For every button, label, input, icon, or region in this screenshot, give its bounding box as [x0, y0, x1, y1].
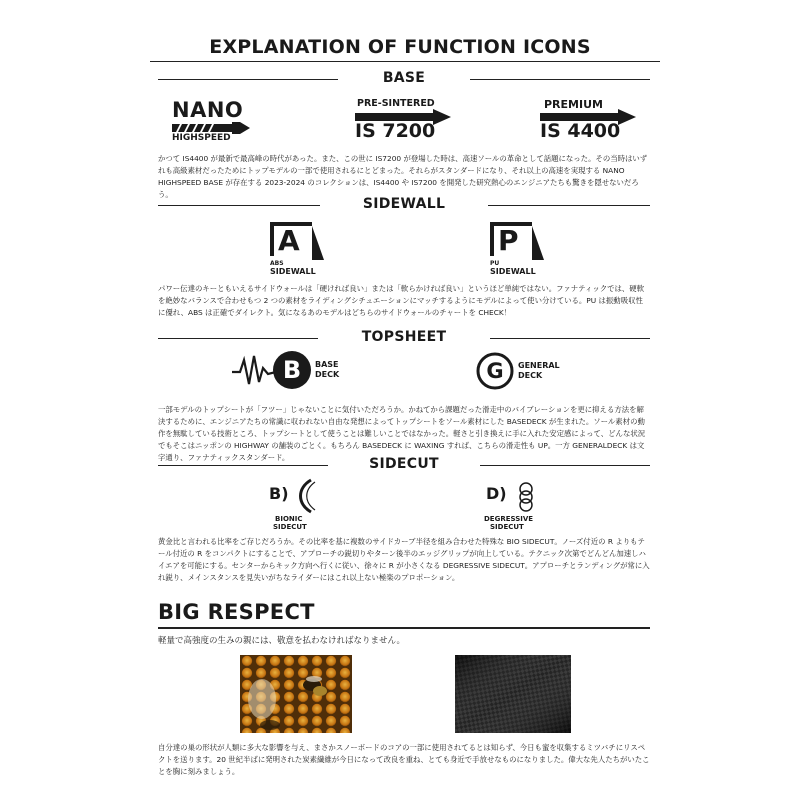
- honeycomb-bee-image: [240, 655, 352, 733]
- sidecut-description: 黄金比と言われる比率をご存じだろうか。その比率を基に複数のサイドカーブ半径を組み合わせた特殊な BIO SIDECUT。ノーズ付近の R よりもテール付近の R をコンパクトにすることで、アプローチの鋭切りやターン後半のエッジグリップが向上している。テクニック次第でどんどん加速しハイエアを可能にする。センターからキック方向へ行くに従い、徐々に R が小さくなる DEGRESSIVE SIDECUT。アプローチとランディングが常に入れ鋭り、メインスタンスを見失いがちなライダーにはこれ以上ない極楽のプロポーション。: [158, 537, 650, 582]
- section-header-sidewall: [158, 196, 650, 216]
- pre-sintered-is7200-icon: PRE-SINTERED IS 7200: [355, 98, 455, 143]
- big-respect-heading: BIG RESPECT: [158, 600, 315, 624]
- big-respect-divider: [158, 627, 650, 629]
- sidewall-description: パワー伝達のキーともいえるサイドウォールは「硬ければ良い」または「軟らかければ良い」というほど単純ではない。ファナティックでは、硬軟を絶妙なバランスで合わせもつ 2 つの素材をライディングシチュエーションにマッチするようにモデルによって使い分けている。PU は振動吸収性に優れ、ABS は正確でダイレクト。気になるあのモデルはどちらのサイドウォールのチャートを CHECK！: [158, 284, 645, 317]
- section-header-base: [158, 70, 650, 90]
- general-deck-icon: G GENERAL DECK: [476, 352, 576, 392]
- page-title: EXPLANATION OF FUNCTION ICONS: [209, 36, 591, 58]
- bionic-sidecut-icon: B) BIONIC SIDECUT: [265, 478, 325, 533]
- section-header-sidecut: [158, 456, 650, 476]
- nano-highspeed-icon: NANO HIGHSPEED: [172, 98, 267, 143]
- pu-sidewall-icon: P PU SIDEWALL: [488, 220, 548, 278]
- title-divider: [150, 61, 660, 62]
- big-respect-subtitle: 軽量で高強度の生みの親には、敬意を払わなければなりません。: [158, 636, 406, 646]
- base-description: かつて IS4400 が最新で最高峰の時代があった。また、この世に IS7200 が登場した時は、高速ソールの革命として話題になった。その当時はいずれも高級素材だったためにトップモデルの一部で使用されるにとどまった。それらがスタンダードになり、それ以上の高速を実現する NANO HIGHSPEED BASE が存在する 2023-2024 のコレクションは、IS4400 や IS7200 を開発した研究熱心のエンジニアたちも驚きを隠せないだろう。: [158, 154, 648, 199]
- carbon-fiber-image: [455, 655, 571, 733]
- topsheet-description: 一部モデルのトップシートが「フツー」じゃないことに気付いただろうか。かねてから課題だった滑走中のバイブレーションを更に抑える方法を解決するために、エンジニアたちの常識に収われない自由な発想によってトップシートをソール素材にした BASEDECK が生まれた。ソール素材の動作を無駄している技術ところ、トップシートとして使うことは難しいことではなかった。軽さと引き換えに手に入れた安定感によって、どんな状況でもそこはニッポンの HIGHWAY の舗装のごとく。もちろん BASEDECK に WAXING すれば、こちらの滑走性も UP。一方 GENERALDECK は文字通り、ファナティックスタンダード。: [158, 405, 646, 462]
- abs-sidewall-icon: A ABS SIDEWALL: [268, 220, 328, 278]
- big-respect-description: 自分達の巣の形状が人類に多大な影響を与え、まさかスノーボードのコアの一部に使用されてるとは知らず、今日も蜜を収集するミツバチにリスペクトを送ります。20 世紀半ばに発明された炭素繊維が今日になって改良を重ね、とても身近で手放せなものになりました。偉大な先人たちがいたことを胸に刻みましょう。: [158, 743, 650, 776]
- section-header-topsheet: [158, 329, 650, 349]
- premium-is4400-icon: PREMIUM IS 4400: [540, 98, 640, 143]
- section-title-base: BASE: [382, 70, 426, 86]
- section-title-sidecut: SIDECUT: [369, 456, 439, 472]
- section-title-topsheet: TOPSHEET: [361, 329, 447, 345]
- section-title-sidewall: SIDEWALL: [362, 196, 446, 212]
- degressive-sidecut-icon: D) DEGRESSIVE SIDECUT: [484, 484, 534, 531]
- base-deck-icon: B BASE DECK: [232, 350, 352, 392]
